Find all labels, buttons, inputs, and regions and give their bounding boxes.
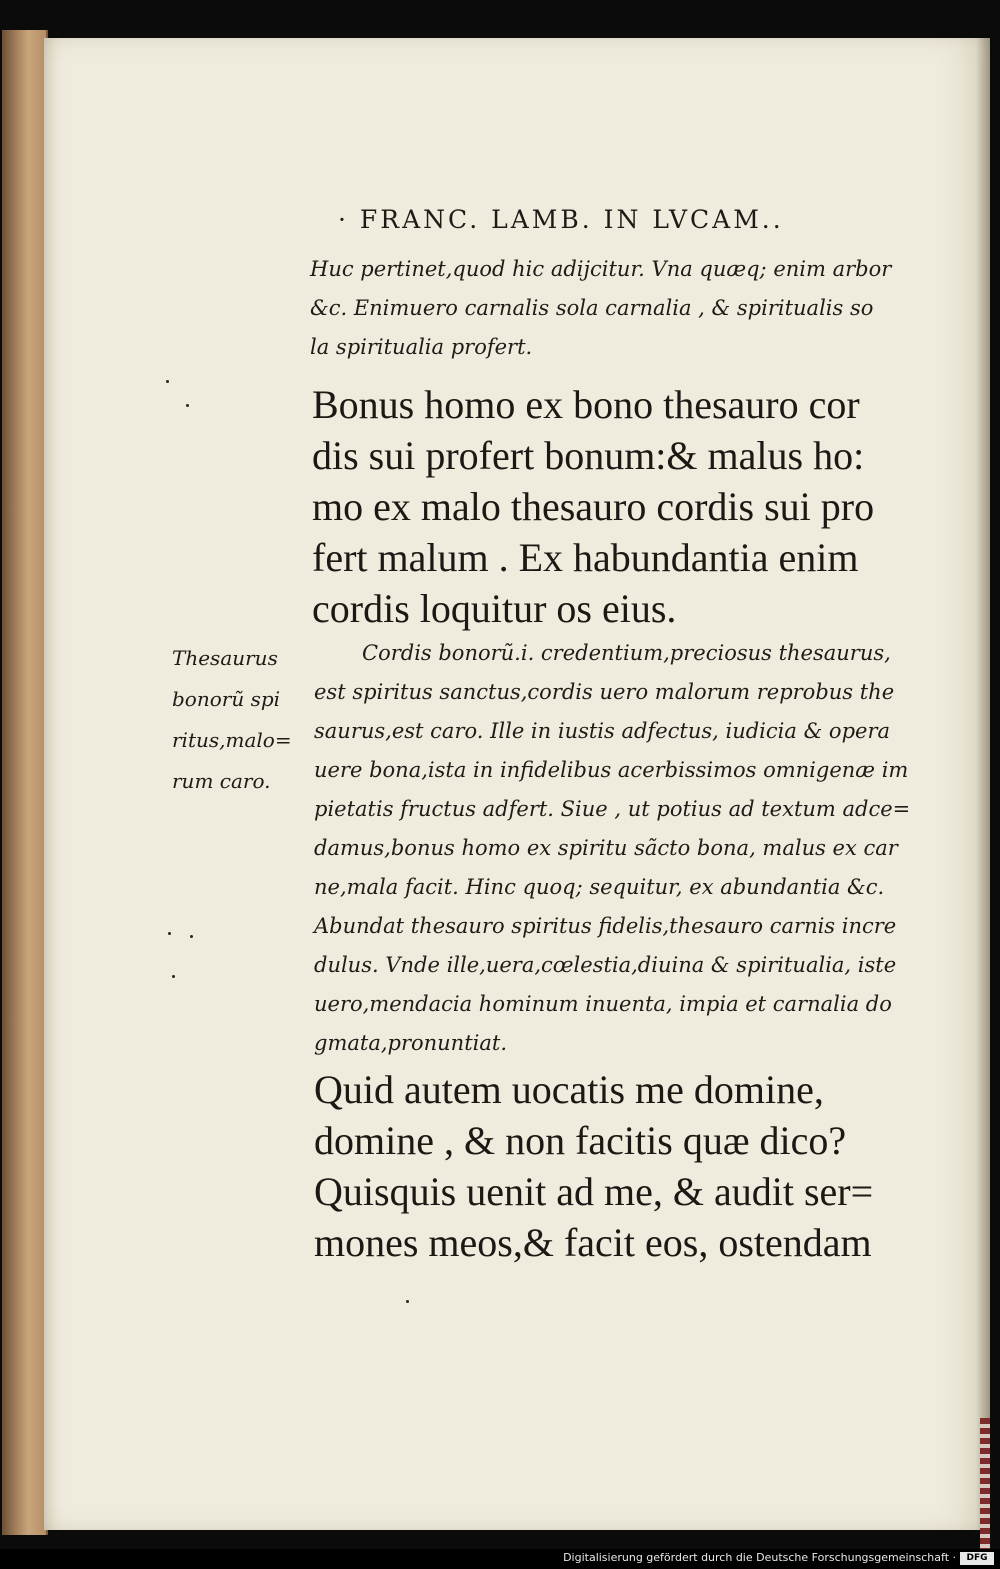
book-binding-edge [2,30,48,1535]
marginal-line: rum caro. [172,769,271,793]
scripture-line: dis sui profert bonum:& malus ho: [312,433,865,478]
scripture-line: Bonus homo ex bono thesauro cor [312,382,860,427]
commentary-line: dulus. Vnde ille,uera,cœlestia,diuina & spiritualia, iste [314,953,897,977]
footer-credit: Digitalisierung gefördert durch die Deutsche Forschungsgemeinschaft · [563,1551,956,1564]
ink-speck [172,975,175,978]
ink-speck [186,404,189,407]
commentary-line: est spiritus sanctus,cordis uero malorum reprobus the [314,680,895,704]
commentary-line: &c. Enimuero carnalis sola carnalia , & spiritualis so [310,296,874,320]
scripture-block-2 [314,1064,964,1268]
commentary-line: Cordis bonorũ.i. credentium,preciosus thesaurus, [362,641,891,665]
scripture-line: mones meos,& facit eos, ostendam [314,1220,872,1265]
scripture-line: domine , & non facitis quæ dico? [314,1118,847,1163]
ink-speck [190,935,193,938]
marginal-note [172,638,307,802]
marginal-line: Thesaurus [172,646,278,670]
commentary-line: damus,bonus homo ex spiritu sãcto bona, malus ex car [314,836,898,860]
commentary-block-2 [314,634,954,1063]
commentary-line: Abundat thesauro spiritus fidelis,thesauro carnis incre [314,914,897,938]
commentary-line: uero,mendacia hominum inuenta, impia et carnalia do [314,992,892,1016]
commentary-line: la spiritualia profert. [310,335,533,359]
dfg-logo: DFG [960,1552,994,1565]
scripture-line: cordis loquitur os eius. [312,586,677,631]
scripture-line: Quisquis uenit ad me, & audit ser= [314,1169,874,1214]
scripture-line: Quid autem uocatis me domine, [314,1067,824,1112]
commentary-line: saurus,est caro. Ille in iustis adfectus, iudicia & opera [314,719,891,743]
scripture-line: fert malum . Ex habundantia enim [312,535,859,580]
commentary-line: pietatis fructus adfert. Siue , ut potius ad textum adce= [314,797,911,821]
bookmark-ribbon [980,1418,990,1568]
scripture-block-1 [312,379,962,634]
commentary-line: Huc pertinet,quod hic adijcitur. Vna quæq; enim arbor [310,257,892,281]
marginal-line: ritus,malo= [172,728,292,752]
ink-speck [406,1300,409,1303]
ink-speck [168,932,171,935]
commentary-line: uere bona,ista in infidelibus acerbissimos omnigenæ im [314,758,909,782]
marginal-line: bonorũ spi [172,687,281,711]
page-gutter-shadow [976,38,990,1530]
running-head: · FRANC. LAMB. IN LVCAM.. [338,205,784,234]
commentary-line: gmata,pronuntiat. [314,1031,507,1055]
scripture-line: mo ex malo thesauro cordis sui pro [312,484,875,529]
ink-speck [166,380,169,383]
commentary-block-1 [310,250,950,367]
digitization-footer [0,1549,1000,1569]
commentary-line: ne,mala facit. Hinc quoq; sequitur, ex abundantia &c. [314,875,885,899]
